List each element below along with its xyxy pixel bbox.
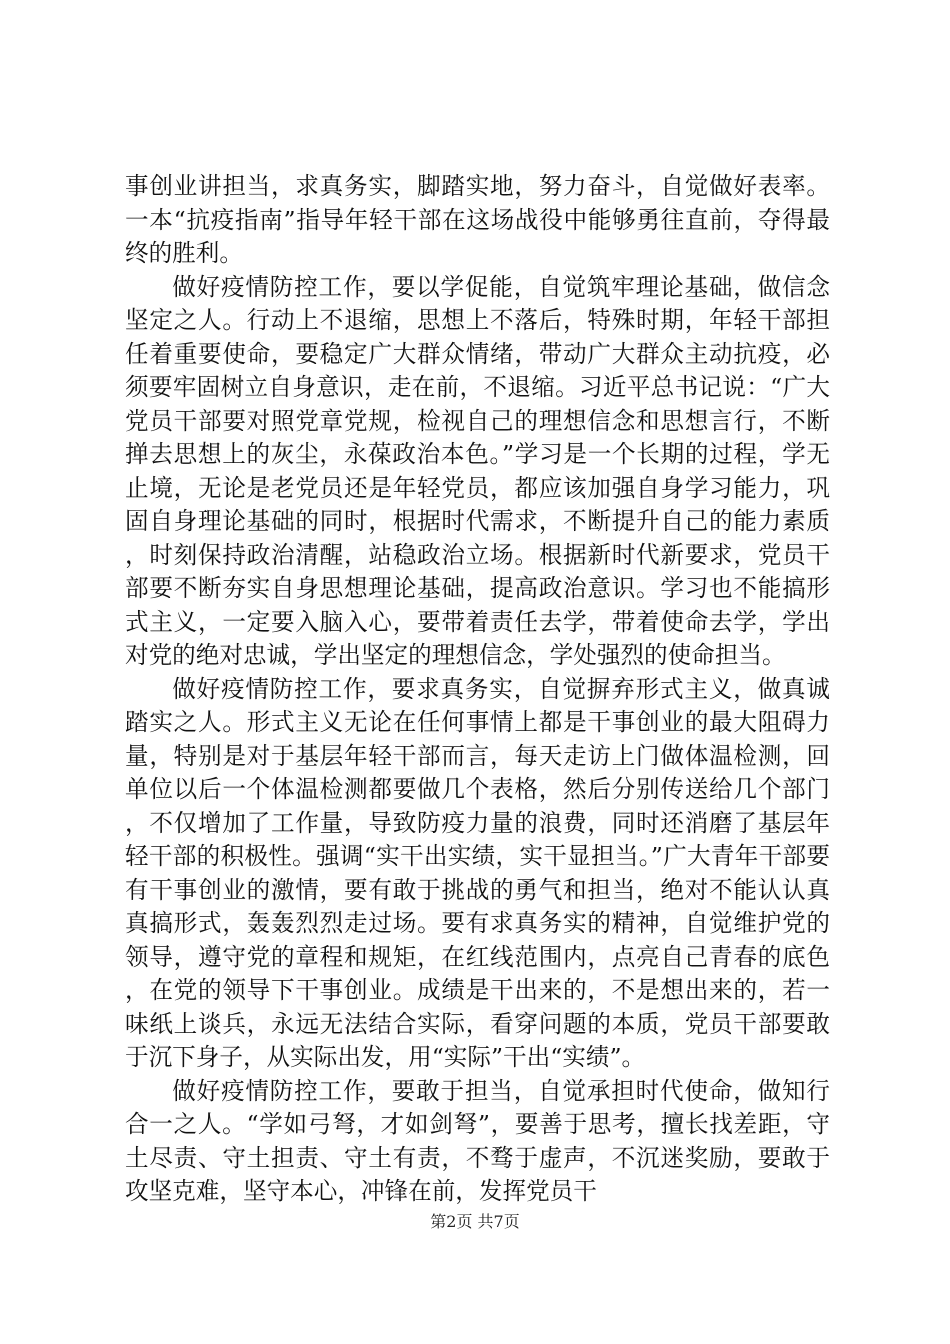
paragraph-anti-formalism: 做好疫情防控工作，要求真务实，自觉摒弃形式主义，做真诚踏实之人。形式主义无论在任何事情上都是干事创业的最大阻碍力量，特别是对于基层年轻干部而言，每天走访上门做体温检测，回单位以后一个体温检测都要做几个表格，然后分别传送给几个部门，不仅增加了工作量，导致防疫力量的浪费，同时还消磨了基层年轻干部的积极性。强调“实干出实绩，实干显担当。”广大青年干部要有干事创业的激情，要有敢于挑战的勇气和担当，绝对不能认认真真搞形式，轰轰烈烈走过场。要有求真务实的精神，自觉维护党的领导，遵守党的章程和规矩，在红线范围内，点亮自己青春的底色，在党的领导下干事创业。成绩是干出来的，不是想出来的，若一味纸上谈兵，永远无法结合实际，看穿问题的本质，党员干部要敢于沉下身子，从实际出发，用“实际”干出“实绩”。 — [125, 674, 830, 1071]
paragraph-continuation: 事创业讲担当，求真务实，脚踏实地，努力奋斗，自觉做好表率。一本“抗疫指南”指导年轻干部在这场战役中能够勇往直前，夺得最终的胜利。 — [125, 172, 830, 267]
paragraph-theory-foundation: 做好疫情防控工作，要以学促能，自觉筑牢理论基础，做信念坚定之人。行动上不退缩，思想上不落后，特殊时期，年轻干部担任着重要使命，要稳定广大群众情绪，带动广大群众主动抗疫，必须要牢固树立自身意识，走在前，不退缩。习近平总书记说：“广大党员干部要对照党章党规，检视自己的理想信念和思想言行，不断掸去思想上的灰尘，永葆政治本色。”学习是一个长期的过程，学无止境，无论是老党员还是年轻党员，都应该加强自身学习能力，巩固自身理论基础的同时，根据时代需求，不断提升自己的能力素质，时刻保持政治清醒，站稳政治立场。根据新时代新要求，党员干部要不断夯实自身思想理论基础，提高政治意识。学习也不能搞形式主义，一定要入脑入心，要带着责任去学，带着使命去学，学出对党的绝对忠诚，学出坚定的理想信念，学处强烈的使命担当。 — [125, 272, 830, 669]
page-footer: 第2页 共7页 — [430, 1212, 520, 1231]
paragraph-responsibility: 做好疫情防控工作，要敢于担当，自觉承担时代使命，做知行合一之人。“学如弓弩，才如剑弩”，要善于思考，擅长找差距，守土尽责、守土担责、守土有责，不骛于虚声，不沉迷奖励，要敢于攻坚克难，坚守本心，冲锋在前，发挥党员干 — [125, 1076, 830, 1205]
document-body — [125, 170, 830, 1209]
